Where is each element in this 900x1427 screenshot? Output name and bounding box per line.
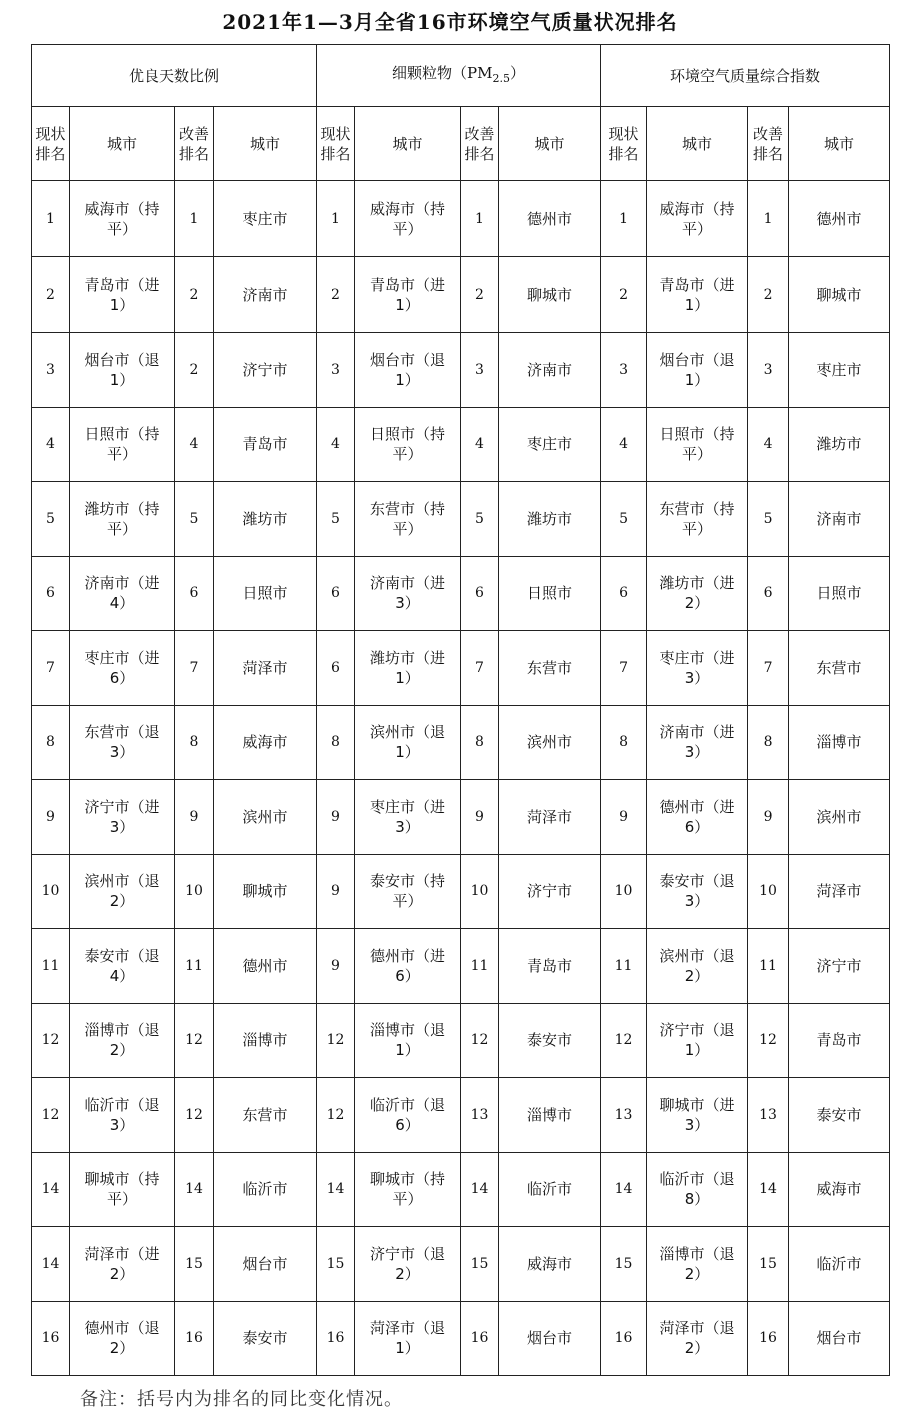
cell-city-change: 东营市（退3） — [70, 705, 175, 780]
cell-city-change: 临沂市（退6） — [355, 1078, 461, 1153]
cell-city: 青岛市 — [499, 929, 601, 1004]
cell-rank-now: 6 — [317, 631, 355, 706]
cell-rank-now: 3 — [32, 333, 70, 408]
cell-city-change: 威海市（持平） — [70, 181, 175, 257]
header-rank-now: 现状排名 — [317, 107, 355, 181]
cell-city-change: 淄博市（退2） — [70, 1003, 175, 1078]
cell-rank-now: 12 — [601, 1003, 647, 1078]
header-rank-now: 现状排名 — [601, 107, 647, 181]
cell-city: 烟台市 — [789, 1301, 890, 1376]
cell-rank-now: 9 — [317, 854, 355, 929]
cell-rank-improve: 6 — [461, 556, 499, 631]
cell-rank-now: 1 — [32, 181, 70, 257]
cell-city-change: 滨州市（退2） — [70, 854, 175, 929]
cell-city-change: 菏泽市（退2） — [647, 1301, 748, 1376]
cell-city-change: 济南市（进3） — [355, 556, 461, 631]
cell-rank-improve: 9 — [461, 780, 499, 855]
cell-rank-now: 15 — [601, 1227, 647, 1302]
cell-rank-now: 2 — [32, 257, 70, 333]
cell-rank-improve: 5 — [175, 482, 214, 557]
cell-city-change: 临沂市（退8） — [647, 1152, 748, 1227]
table-row — [32, 1301, 890, 1376]
cell-rank-improve: 11 — [748, 929, 789, 1004]
cell-city: 威海市 — [499, 1227, 601, 1302]
cell-city: 枣庄市 — [789, 333, 890, 408]
cell-city-change: 威海市（持平） — [355, 181, 461, 257]
cell-city: 德州市 — [499, 181, 601, 257]
cell-rank-now: 16 — [317, 1301, 355, 1376]
cell-city: 济宁市 — [214, 333, 317, 408]
header-city: 城市 — [647, 107, 748, 181]
cell-city-change: 聊城市（持平） — [70, 1152, 175, 1227]
cell-rank-improve: 15 — [748, 1227, 789, 1302]
cell-rank-improve: 8 — [461, 705, 499, 780]
cell-rank-improve: 10 — [461, 854, 499, 929]
cell-rank-improve: 3 — [748, 333, 789, 408]
group-header-aqi: 环境空气质量综合指数 — [601, 45, 890, 107]
cell-rank-now: 7 — [32, 631, 70, 706]
cell-rank-improve: 14 — [175, 1152, 214, 1227]
cell-city-change: 青岛市（进1） — [70, 257, 175, 333]
cell-rank-improve: 13 — [461, 1078, 499, 1153]
header-city: 城市 — [70, 107, 175, 181]
cell-rank-improve: 13 — [748, 1078, 789, 1153]
cell-city: 聊城市 — [789, 257, 890, 333]
cell-rank-improve: 1 — [461, 181, 499, 257]
cell-rank-now: 10 — [601, 854, 647, 929]
table-row — [32, 1078, 890, 1153]
cell-rank-improve: 15 — [461, 1227, 499, 1302]
cell-city-change: 泰安市（持平） — [355, 854, 461, 929]
cell-city-change: 潍坊市（进1） — [355, 631, 461, 706]
cell-rank-now: 3 — [317, 333, 355, 408]
ranking-table — [31, 44, 890, 1376]
cell-rank-improve: 12 — [461, 1003, 499, 1078]
cell-city: 德州市 — [789, 181, 890, 257]
cell-city: 济南市 — [499, 333, 601, 408]
table-row — [32, 1152, 890, 1227]
cell-city: 菏泽市 — [789, 854, 890, 929]
cell-city-change: 日照市（持平） — [70, 407, 175, 482]
cell-rank-now: 2 — [317, 257, 355, 333]
header-rank-improve: 改善排名 — [748, 107, 789, 181]
cell-city: 淄博市 — [214, 1003, 317, 1078]
header-city: 城市 — [355, 107, 461, 181]
cell-rank-now: 2 — [601, 257, 647, 333]
table-row — [32, 631, 890, 706]
cell-city-change: 潍坊市（持平） — [70, 482, 175, 557]
table-row — [32, 780, 890, 855]
cell-rank-now: 14 — [32, 1227, 70, 1302]
cell-city: 德州市 — [214, 929, 317, 1004]
cell-rank-improve: 3 — [461, 333, 499, 408]
cell-city: 东营市 — [789, 631, 890, 706]
table-row — [32, 1227, 890, 1302]
cell-city-change: 德州市（进6） — [355, 929, 461, 1004]
group-header-pm25: 细颗粒物$(PM_{2.5})$ — [317, 45, 601, 107]
table-row — [32, 407, 890, 482]
cell-city: 淄博市 — [789, 705, 890, 780]
cell-city: 东营市 — [214, 1078, 317, 1153]
cell-city: 泰安市 — [789, 1078, 890, 1153]
cell-rank-improve: 8 — [748, 705, 789, 780]
cell-city-change: 枣庄市（进3） — [647, 631, 748, 706]
table-row — [32, 257, 890, 333]
cell-city: 日照市 — [789, 556, 890, 631]
cell-rank-improve: 4 — [748, 407, 789, 482]
table-row — [32, 705, 890, 780]
cell-city-change: 淄博市（退1） — [355, 1003, 461, 1078]
cell-city-change: 烟台市（退1） — [70, 333, 175, 408]
cell-city-change: 聊城市（持平） — [355, 1152, 461, 1227]
cell-rank-now: 9 — [317, 929, 355, 1004]
cell-rank-now: 8 — [601, 705, 647, 780]
cell-rank-improve: 9 — [748, 780, 789, 855]
cell-rank-improve: 12 — [175, 1078, 214, 1153]
cell-rank-now: 11 — [32, 929, 70, 1004]
cell-city: 枣庄市 — [499, 407, 601, 482]
cell-rank-improve: 12 — [748, 1003, 789, 1078]
cell-rank-now: 10 — [32, 854, 70, 929]
cell-rank-improve: 6 — [748, 556, 789, 631]
header-city: 城市 — [789, 107, 890, 181]
cell-rank-improve: 2 — [748, 257, 789, 333]
cell-rank-now: 9 — [601, 780, 647, 855]
cell-city-change: 青岛市（进1） — [647, 257, 748, 333]
cell-rank-improve: 5 — [748, 482, 789, 557]
table-row — [32, 333, 890, 408]
cell-city: 临沂市 — [789, 1227, 890, 1302]
cell-city-change: 济宁市（退2） — [355, 1227, 461, 1302]
cell-rank-improve: 1 — [175, 181, 214, 257]
cell-city: 临沂市 — [214, 1152, 317, 1227]
cell-city: 滨州市 — [499, 705, 601, 780]
cell-rank-now: 16 — [32, 1301, 70, 1376]
cell-rank-improve: 10 — [175, 854, 214, 929]
cell-rank-now: 14 — [601, 1152, 647, 1227]
cell-city-change: 青岛市（进1） — [355, 257, 461, 333]
footnote: 备注：括号内为排名的同比变化情况。 — [80, 1389, 403, 1410]
cell-city-change: 济宁市（进3） — [70, 780, 175, 855]
cell-rank-now: 8 — [317, 705, 355, 780]
cell-city-change: 日照市（持平） — [647, 407, 748, 482]
cell-rank-now: 15 — [317, 1227, 355, 1302]
cell-city: 临沂市 — [499, 1152, 601, 1227]
cell-rank-now: 9 — [317, 780, 355, 855]
cell-rank-improve: 11 — [461, 929, 499, 1004]
cell-city-change: 威海市（持平） — [647, 181, 748, 257]
cell-rank-now: 5 — [317, 482, 355, 557]
cell-rank-now: 4 — [32, 407, 70, 482]
cell-rank-now: 7 — [601, 631, 647, 706]
cell-city-change: 滨州市（退2） — [647, 929, 748, 1004]
cell-city-change: 济宁市（退1） — [647, 1003, 748, 1078]
table-row — [32, 556, 890, 631]
cell-rank-improve: 4 — [461, 407, 499, 482]
cell-city-change: 东营市（持平） — [647, 482, 748, 557]
cell-city: 聊城市 — [499, 257, 601, 333]
cell-rank-improve: 7 — [175, 631, 214, 706]
cell-city: 潍坊市 — [214, 482, 317, 557]
cell-rank-now: 12 — [317, 1078, 355, 1153]
cell-city-change: 滨州市（退1） — [355, 705, 461, 780]
cell-city-change: 泰安市（退3） — [647, 854, 748, 929]
table-row — [32, 482, 890, 557]
cell-city: 济宁市 — [499, 854, 601, 929]
cell-rank-now: 13 — [601, 1078, 647, 1153]
cell-rank-improve: 16 — [461, 1301, 499, 1376]
cell-rank-now: 1 — [317, 181, 355, 257]
cell-rank-now: 6 — [601, 556, 647, 631]
cell-city-change: 菏泽市（退1） — [355, 1301, 461, 1376]
cell-city: 泰安市 — [214, 1301, 317, 1376]
cell-rank-now: 14 — [32, 1152, 70, 1227]
cell-city: 济南市 — [214, 257, 317, 333]
cell-rank-now: 4 — [317, 407, 355, 482]
cell-city-change: 东营市（持平） — [355, 482, 461, 557]
cell-city-change: 枣庄市（进6） — [70, 631, 175, 706]
cell-rank-improve: 14 — [748, 1152, 789, 1227]
cell-city-change: 泰安市（退4） — [70, 929, 175, 1004]
cell-city: 东营市 — [499, 631, 601, 706]
cell-rank-now: 16 — [601, 1301, 647, 1376]
cell-rank-improve: 2 — [175, 333, 214, 408]
cell-rank-now: 6 — [317, 556, 355, 631]
cell-rank-improve: 9 — [175, 780, 214, 855]
cell-city: 枣庄市 — [214, 181, 317, 257]
cell-rank-improve: 5 — [461, 482, 499, 557]
cell-rank-improve: 2 — [175, 257, 214, 333]
cell-rank-improve: 2 — [461, 257, 499, 333]
cell-rank-now: 8 — [32, 705, 70, 780]
header-rank-improve: 改善排名 — [175, 107, 214, 181]
header-city: 城市 — [499, 107, 601, 181]
cell-rank-now: 11 — [601, 929, 647, 1004]
cell-city: 淄博市 — [499, 1078, 601, 1153]
page-title: 2021年1—3月全省16市环境空气质量状况排名 — [222, 10, 678, 34]
cell-city: 泰安市 — [499, 1003, 601, 1078]
cell-city: 烟台市 — [499, 1301, 601, 1376]
cell-rank-improve: 11 — [175, 929, 214, 1004]
cell-city: 威海市 — [214, 705, 317, 780]
cell-city-change: 临沂市（退3） — [70, 1078, 175, 1153]
cell-rank-improve: 10 — [748, 854, 789, 929]
cell-rank-now: 12 — [317, 1003, 355, 1078]
cell-city-change: 德州市（进6） — [647, 780, 748, 855]
table-row — [32, 929, 890, 1004]
cell-rank-now: 12 — [32, 1078, 70, 1153]
cell-city: 菏泽市 — [214, 631, 317, 706]
cell-city: 日照市 — [499, 556, 601, 631]
cell-rank-improve: 1 — [748, 181, 789, 257]
cell-city: 青岛市 — [789, 1003, 890, 1078]
header-rank-now: 现状排名 — [32, 107, 70, 181]
cell-city-change: 烟台市（退1） — [355, 333, 461, 408]
cell-rank-improve: 7 — [461, 631, 499, 706]
header-rank-improve: 改善排名 — [461, 107, 499, 181]
cell-city-change: 烟台市（退1） — [647, 333, 748, 408]
cell-city: 菏泽市 — [499, 780, 601, 855]
table-row — [32, 1003, 890, 1078]
cell-city: 滨州市 — [789, 780, 890, 855]
cell-city: 威海市 — [789, 1152, 890, 1227]
cell-rank-now: 6 — [32, 556, 70, 631]
cell-city-change: 聊城市（进3） — [647, 1078, 748, 1153]
cell-city: 烟台市 — [214, 1227, 317, 1302]
cell-city-change: 潍坊市（进2） — [647, 556, 748, 631]
cell-city: 济南市 — [789, 482, 890, 557]
table-row — [32, 181, 890, 257]
cell-city-change: 菏泽市（进2） — [70, 1227, 175, 1302]
cell-city-change: 枣庄市（进3） — [355, 780, 461, 855]
cell-rank-improve: 4 — [175, 407, 214, 482]
cell-rank-now: 5 — [601, 482, 647, 557]
cell-city: 青岛市 — [214, 407, 317, 482]
cell-city-change: 德州市（退2） — [70, 1301, 175, 1376]
cell-city-change: 济南市（进4） — [70, 556, 175, 631]
cell-rank-improve: 16 — [175, 1301, 214, 1376]
cell-city: 潍坊市 — [499, 482, 601, 557]
cell-rank-now: 5 — [32, 482, 70, 557]
cell-city-change: 济南市（进3） — [647, 705, 748, 780]
cell-rank-improve: 15 — [175, 1227, 214, 1302]
cell-city: 滨州市 — [214, 780, 317, 855]
cell-city: 潍坊市 — [789, 407, 890, 482]
cell-rank-now: 1 — [601, 181, 647, 257]
cell-rank-improve: 16 — [748, 1301, 789, 1376]
cell-rank-now: 12 — [32, 1003, 70, 1078]
cell-rank-improve: 8 — [175, 705, 214, 780]
cell-rank-now: 3 — [601, 333, 647, 408]
cell-city-change: 淄博市（退2） — [647, 1227, 748, 1302]
cell-rank-improve: 6 — [175, 556, 214, 631]
cell-city: 日照市 — [214, 556, 317, 631]
cell-rank-improve: 14 — [461, 1152, 499, 1227]
cell-rank-improve: 12 — [175, 1003, 214, 1078]
cell-rank-now: 9 — [32, 780, 70, 855]
cell-city: 济宁市 — [789, 929, 890, 1004]
group-header-good-days: 优良天数比例 — [32, 45, 317, 107]
table-row — [32, 854, 890, 929]
cell-city-change: 日照市（持平） — [355, 407, 461, 482]
cell-rank-now: 14 — [317, 1152, 355, 1227]
header-city: 城市 — [214, 107, 317, 181]
cell-rank-now: 4 — [601, 407, 647, 482]
cell-rank-improve: 7 — [748, 631, 789, 706]
table-body — [32, 181, 890, 1376]
cell-city: 聊城市 — [214, 854, 317, 929]
